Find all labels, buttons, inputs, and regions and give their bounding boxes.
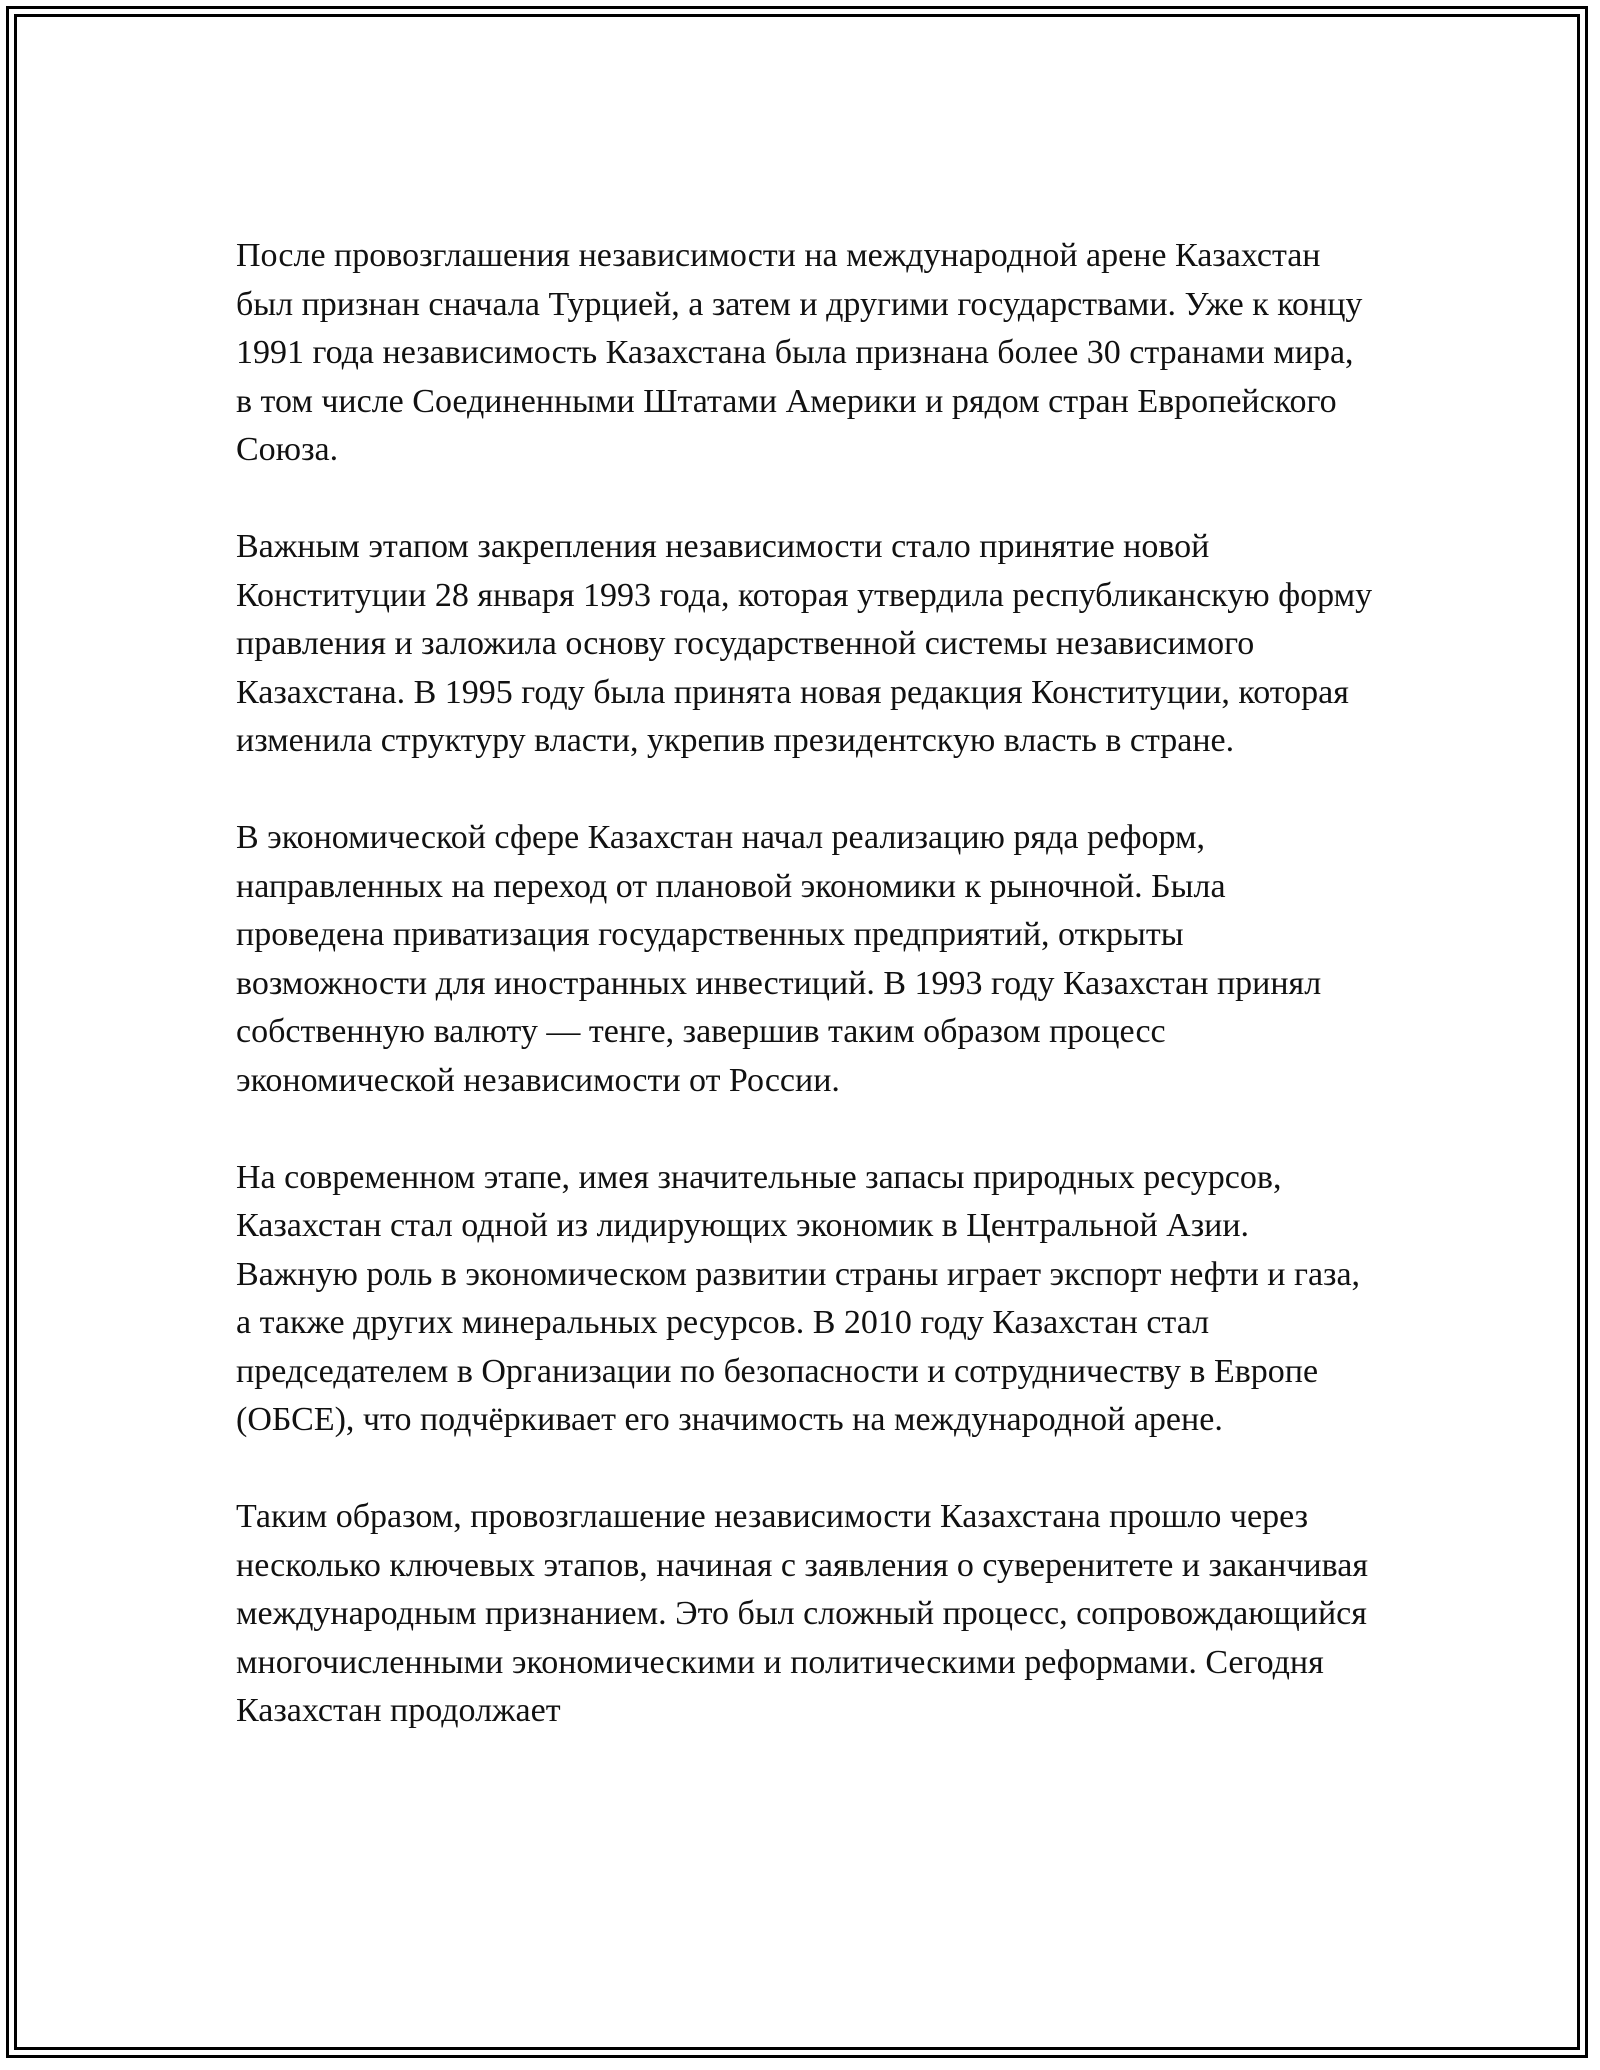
document-body bbox=[236, 232, 1376, 1736]
paragraph-recognition: После провозглашения независимости на международной арене Казахстан был признан сначала Турцией, а затем и другими государствами. Уже к концу 1991 года независимость Казахстана была признана более 30 странами мира, в том числе Соединенными Штатами Америки и рядом стран Европейского Союза. bbox=[236, 237, 1363, 468]
paragraph-constitution: Важным этапом закрепления независимости стало принятие новой Конституции 28 января 1993 года, которая утвердила республиканскую форму правления и заложила основу государственной системы независимого Казахстана. В 1995 году была принята новая редакция Конституции, которая изменила структуру власти, укрепив президентскую власть в стране. bbox=[236, 528, 1373, 759]
paragraph-economy: В экономической сфере Казахстан начал реализацию ряда реформ, направленных на переход от плановой экономики к рыночной. Была проведена приватизация государственных предприятий, открыты возможности для иностранных инвестиций. В 1993 году Казахстан принял собственную валюту — тенге, завершив таким образом процесс экономической независимости от России. bbox=[236, 819, 1322, 1099]
paragraph-modern-stage: На современном этапе, имея значительные запасы природных ресурсов, Казахстан стал одной из лидирующих экономик в Центральной Азии. Важную роль в экономическом развитии страны играет экспорт нефти и газа, а также других минеральных ресурсов. В 2010 году Казахстан стал председателем в Организации по безопасности и сотрудничеству в Европе (ОБСЕ), что подчёркивает его значимость на международной арене. bbox=[236, 1158, 1361, 1438]
paragraph-conclusion: Таким образом, провозглашение независимости Казахстана прошло через несколько ключевых этапов, начиная с заявления о суверенитете и заканчивая международным признанием. Это был сложный процесс, сопровождающийся многочисленными экономическими и политическими реформами. Сегодня Казахстан продолжает bbox=[236, 1498, 1368, 1729]
